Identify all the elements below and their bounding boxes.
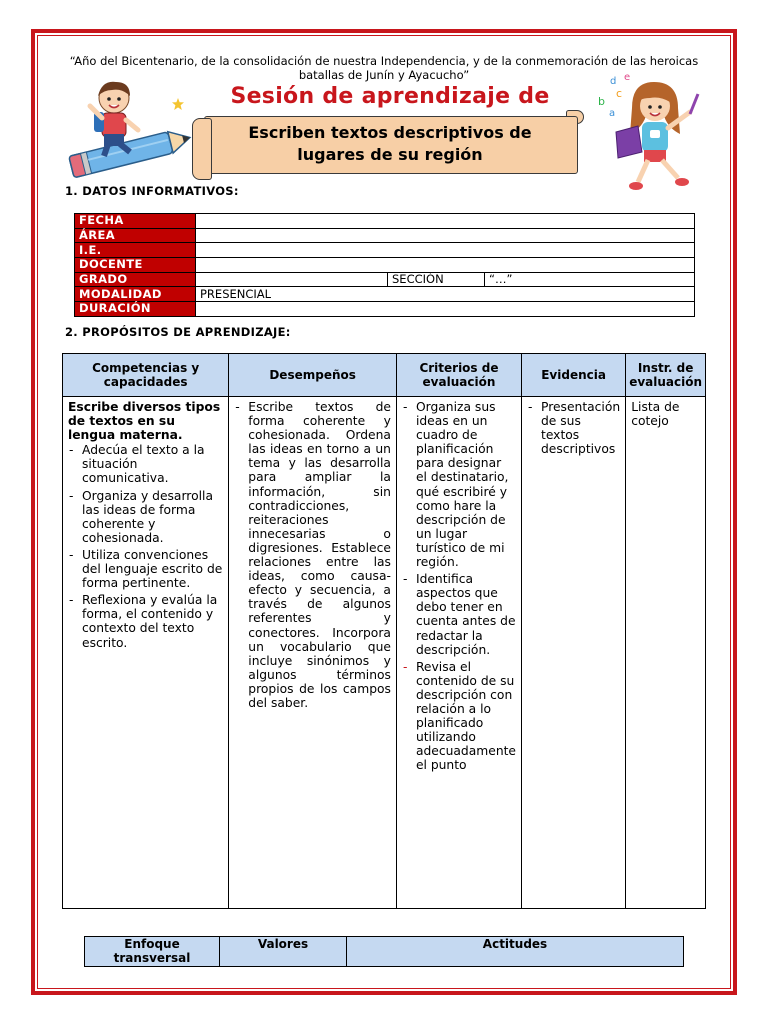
list-item: - Presentación de sus textos descriptivos	[527, 400, 620, 456]
header-competencias: Competencias y capacidades	[63, 354, 229, 397]
propositos-table	[62, 353, 706, 909]
datos-label-grado: GRADO	[75, 272, 196, 287]
table-row	[75, 228, 695, 243]
letter-b: b	[598, 95, 605, 108]
table-header-row	[85, 937, 684, 967]
datos-value-docente[interactable]	[196, 258, 695, 273]
header-valores: Valores	[220, 937, 347, 967]
table-header-row	[63, 354, 706, 397]
table-row	[75, 258, 695, 273]
evidencia-list	[527, 400, 620, 456]
lesson-subtitle-line-1: Escriben textos descriptivos de	[248, 123, 532, 142]
lesson-subtitle	[214, 122, 566, 166]
cell-desempenos	[229, 397, 397, 909]
cell-competencias	[63, 397, 229, 909]
header-evidencia: Evidencia	[522, 354, 626, 397]
list-item: - Organiza sus ideas en un cuadro de planificación para designar el destinatario, qué escribiré y como hare la descripción de un lugar turístico de mi región.	[402, 400, 516, 569]
datos-value-grado[interactable]	[196, 272, 388, 287]
letter-e: e	[624, 72, 631, 83]
list-item: - Escribe textos de forma coherente y cohesionada. Ordena las ideas en torno a un tema y las desarrolla para ampliar la información, sin contradicciones, reiteraciones innecesarias o digresiones. Establece relaciones entre las ideas, como causa-efecto y secuencia, a través de algunos referentes y conectores. Incorpora un vocabulario que incluye sinónimos y algunos términos propios de los campos del saber.	[234, 400, 391, 710]
header-desempenos: Desempeños	[229, 354, 397, 397]
list-item: - Organiza y desarrolla las ideas de forma coherente y cohesionada.	[68, 489, 223, 545]
datos-value-fecha[interactable]	[196, 214, 695, 229]
table-row	[75, 287, 695, 302]
datos-value-area[interactable]	[196, 228, 695, 243]
datos-label-docente: DOCENTE	[75, 258, 196, 273]
header-enfoque: Enfoque transversal	[85, 937, 220, 967]
datos-label-duracion: DURACIÓN	[75, 302, 196, 317]
datos-label-seccion: SECCIÓN	[388, 272, 485, 287]
datos-label-area: ÁREA	[75, 228, 196, 243]
datos-label-ie: I.E.	[75, 243, 196, 258]
section-heading-datos: 1. DATOS INFORMATIVOS:	[65, 184, 239, 198]
datos-value-duracion[interactable]	[196, 302, 695, 317]
letter-a: a	[609, 108, 616, 119]
header-criterios: Criterios de evaluación	[396, 354, 521, 397]
capacidades-list	[68, 443, 223, 649]
page-title: Sesión de aprendizaje de	[230, 84, 550, 109]
header-instrumento: Instr. de evaluación	[626, 354, 706, 397]
letter-d: d	[610, 76, 617, 87]
cell-instrumento: Lista de cotejo	[626, 397, 706, 909]
competencia-title: Escribe diversos tipos de textos en su lengua materna.	[68, 400, 221, 443]
list-item: - Identifica aspectos que debo tener en cuenta antes de redactar la descripción.	[402, 572, 516, 657]
datos-value-seccion[interactable]: “…”	[485, 272, 695, 287]
datos-value-modalidad[interactable]: PRESENCIAL	[196, 287, 695, 302]
table-row	[75, 214, 695, 229]
datos-value-ie[interactable]	[196, 243, 695, 258]
enfoque-transversal-table	[84, 936, 684, 967]
list-item: - Utiliza convenciones del lenguaje escrito de forma pertinente.	[68, 548, 223, 590]
datos-informativos-table	[74, 213, 695, 317]
star-icon	[172, 98, 184, 110]
cell-evidencia	[522, 397, 626, 909]
scroll-banner-curl-left	[192, 118, 212, 180]
datos-label-modalidad: MODALIDAD	[75, 287, 196, 302]
list-item: - Reflexiona y evalúa la forma, el contenido y contexto del texto escrito.	[68, 593, 223, 649]
cell-criterios	[396, 397, 521, 909]
table-row	[75, 272, 695, 287]
girl-with-book-illustration	[594, 72, 712, 202]
motto-text: “Año del Bicentenario, de la consolidación de nuestra Independencia, y de la conmemoración de las heroicas batallas de Junín y Ayacucho”	[69, 54, 699, 82]
section-heading-propositos: 2. PROPÓSITOS DE APRENDIZAJE:	[65, 325, 291, 339]
criterios-list	[402, 400, 516, 772]
table-row	[63, 397, 706, 909]
list-item: - Revisa el contenido de su descripción con relación a lo planificado utilizando adecuadamente el punto	[402, 660, 516, 773]
boy-on-pencil-illustration	[60, 76, 195, 184]
table-row	[75, 243, 695, 258]
header-actitudes: Actitudes	[347, 937, 684, 967]
lesson-subtitle-line-2: lugares de su región	[297, 145, 483, 164]
list-item: - Adecúa el texto a la situación comunicativa.	[68, 443, 223, 485]
table-row	[75, 302, 695, 317]
desempenos-list	[234, 400, 391, 710]
datos-label-fecha: FECHA	[75, 214, 196, 229]
letter-c: c	[616, 87, 623, 100]
